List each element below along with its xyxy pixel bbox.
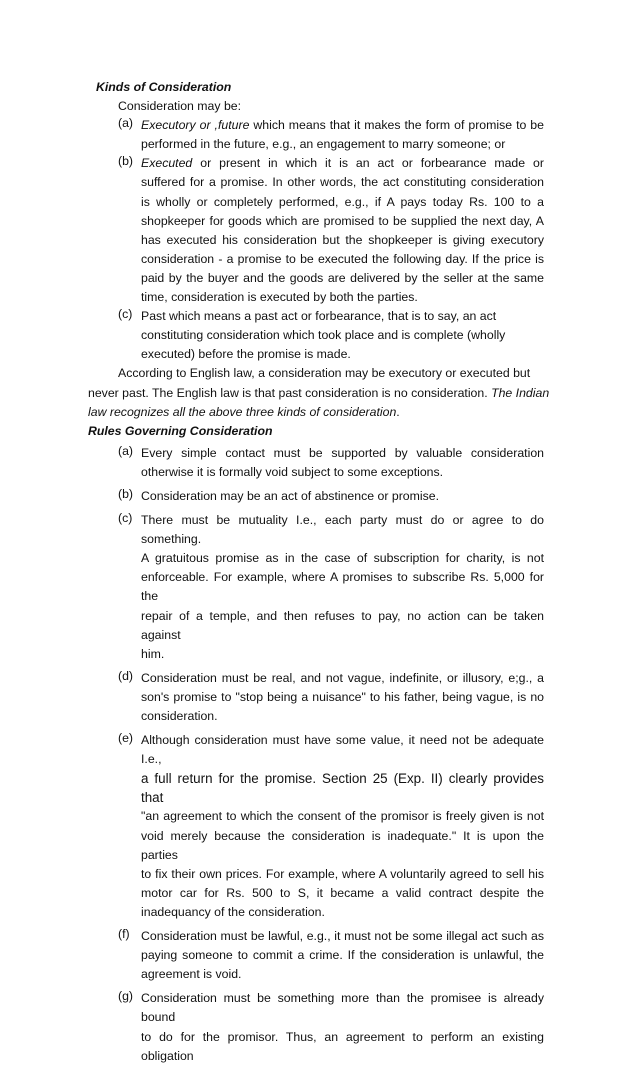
item-label: (b) <box>118 486 134 501</box>
item-line: to do for the promisor. Thus, an agreement to perform an existing obligation <box>141 1029 544 1063</box>
item-line: There must be mutuality I.e., each party must do or agree to do something. <box>141 513 544 547</box>
item-line: Consideration must be something more than the promisee is already bound <box>141 991 544 1025</box>
item-line: time, consideration is executed by both the parties. <box>141 290 418 305</box>
item-label: (a) <box>118 116 134 131</box>
item-line: agreement is void. <box>141 967 242 982</box>
item-line: Past which means a past act or forbearance, that is to say, an act <box>141 309 497 324</box>
item-line: repair of a temple, and then refuses to pay, no action can be taken against <box>141 608 544 642</box>
item-label: (a) <box>118 443 134 458</box>
list-item <box>88 487 544 506</box>
item-label: (d) <box>118 668 134 683</box>
para-line <box>88 403 544 422</box>
item-label: (g) <box>118 989 134 1004</box>
item-line: void merely because the consideration is inadequate." It is upon the parties <box>141 828 544 862</box>
line-text: or present in which it is an act or forbearance made or <box>192 156 544 171</box>
item-line: executed) before the promise is made. <box>141 347 351 362</box>
item-line: consideration. <box>141 709 218 723</box>
para-line <box>88 384 550 403</box>
item-line: Consideration must be real, and not vague, indefinite, or illusory, e;g., a <box>141 670 544 685</box>
list-item <box>88 307 544 364</box>
item-line: son's promise to "stop being a nuisance" to his father, being vague, is no <box>141 689 544 704</box>
list-item <box>88 444 544 482</box>
item-line: to fix their own prices. For example, where A voluntarily agreed to sell his <box>141 866 544 881</box>
emphasis-text: Executory or ,future <box>141 118 250 133</box>
item-line: "an agreement to which the consent of the promisor is freely given is not <box>141 809 544 824</box>
item-line: motor car for Rs. 500 to S, it became a valid contract despite the <box>141 885 544 900</box>
item-line: paying someone to commit a crime. If the consideration is unlawful, the <box>141 948 544 963</box>
item-line: suffered for a promise. In other words, the act constituting consideration <box>141 175 544 190</box>
line-text: . <box>396 404 400 419</box>
item-line: performed in the future, e.g., an engagement to marry someone; or <box>141 137 506 152</box>
item-line: Although consideration must have some value, it need not be adequate I.e., <box>141 733 544 767</box>
item-line <box>141 154 544 173</box>
list-item <box>88 669 544 726</box>
item-line <box>141 116 544 135</box>
item-line: consideration - a promise to be executed the following day. If the price is <box>141 251 544 266</box>
item-line: is wholly or completely performed, e.g., if A pays today Rs. 100 to a <box>141 194 544 209</box>
item-line: has executed his consideration but the shopkeeper is giving executory <box>141 232 544 247</box>
line-text: which means that it makes the form of promise to be <box>249 118 544 133</box>
list-item <box>88 927 544 984</box>
item-line: Every simple contact must be supported by valuable consideration <box>141 445 544 460</box>
document-page <box>88 78 550 1066</box>
item-label: (c) <box>118 511 133 526</box>
item-label: (c) <box>118 307 133 322</box>
item-line: Consideration may be an act of abstinence or promise. <box>141 488 440 503</box>
english-law-paragraph <box>88 364 550 421</box>
heading-rules-governing-consideration: Rules Governing Consideration <box>88 423 273 438</box>
list-item <box>88 154 544 307</box>
item-line: paid by the buyer and the goods are delivered by the seller at the same <box>141 270 544 285</box>
emphasis-text: law recognizes all the above three kinds of consideration <box>88 404 397 419</box>
item-label: (b) <box>118 154 134 169</box>
item-line: A gratuitous promise as in the case of subscription for charity, is not <box>141 551 544 566</box>
list-item <box>88 511 544 664</box>
intro-text: Consideration may be: <box>118 99 242 114</box>
list-item <box>88 731 544 922</box>
item-label: (e) <box>118 731 134 746</box>
emphasis-text: Executed <box>141 156 193 171</box>
item-line: otherwise it is formally void subject to some exceptions. <box>141 464 444 479</box>
item-line: Consideration must be lawful, e.g., it must not be some illegal act such as <box>141 929 544 944</box>
emphasis-text: The Indian <box>487 385 550 400</box>
item-label: (f) <box>118 927 130 942</box>
item-line: enforceable. For example, where A promises to subscribe Rs. 5,000 for the <box>141 570 544 604</box>
item-line: him. <box>141 646 165 661</box>
list-item <box>88 116 544 154</box>
item-line: a full return for the promise. Section 25 (Exp. II) clearly provides that <box>141 771 544 806</box>
para-line: According to English law, a consideration may be executory or executed but <box>118 366 531 381</box>
heading-kinds-of-consideration: Kinds of Consideration <box>96 80 232 94</box>
item-line: inadequancy of the consideration. <box>141 904 325 919</box>
line-text: never past. The English law is that past consideration is no consideration. <box>88 385 488 400</box>
item-line: constituting consideration which took place and is complete (wholly <box>141 328 506 343</box>
item-line: shopkeeper for goods which are promised to be supplied the next day, A <box>141 213 544 228</box>
list-item <box>88 989 544 1065</box>
